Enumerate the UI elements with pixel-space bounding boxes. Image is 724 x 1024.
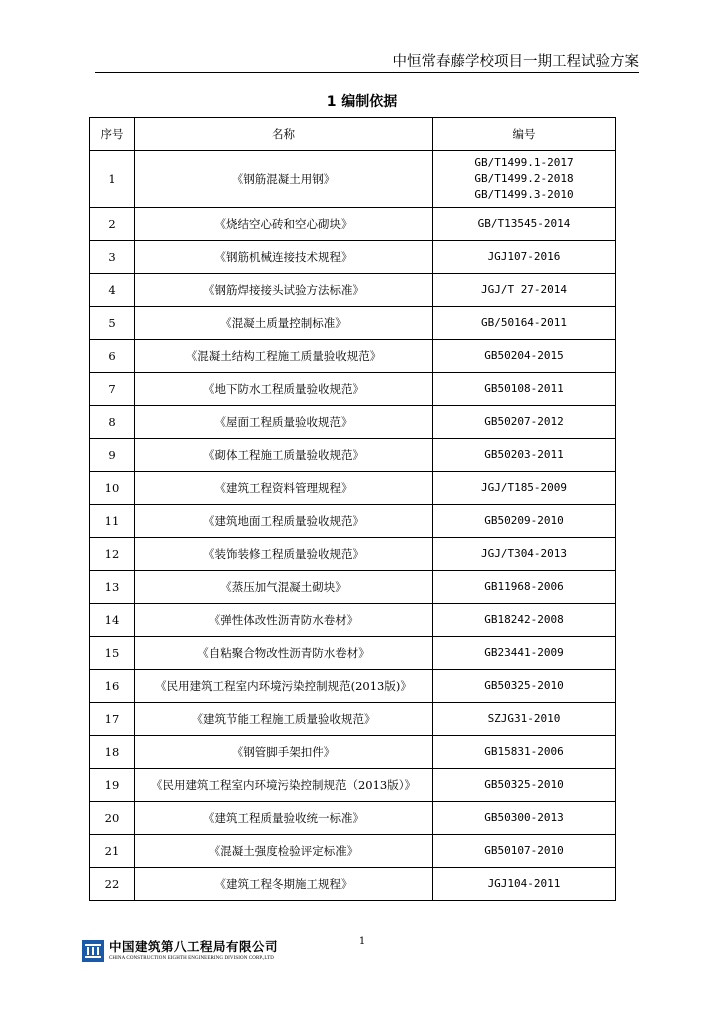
standard-code: JGJ/T304-2013 [480,547,568,560]
table-row [90,151,616,208]
standard-code: GB/T1499.2-2018 [474,172,574,185]
page-number: 1 [358,936,366,947]
row-number: 18 [90,736,135,769]
table-row [90,241,616,274]
standard-code-cell [433,670,616,703]
row-number: 5 [90,307,135,340]
table-row [90,571,616,604]
standard-name: 《钢筋混凝土用钢》 [135,151,433,208]
standard-code-cell [433,307,616,340]
standard-name: 《钢管脚手架扣件》 [135,736,433,769]
page-header-title: 中恒常春藤学校项目一期工程试验方案 [392,54,639,70]
standard-code: GB/50164-2011 [480,316,568,329]
standard-name: 《混凝土结构工程施工质量验收规范》 [135,340,433,373]
standard-code: JGJ/T185-2009 [480,481,568,494]
standard-name: 《民用建筑工程室内环境污染控制规范（2013版）》 [135,769,433,802]
column-header-no: 序号 [90,118,135,151]
standard-name: 《砌体工程施工质量验收规范》 [135,439,433,472]
standard-name: 《装饰装修工程质量验收规范》 [135,538,433,571]
standard-code: GB15831-2006 [484,745,564,758]
standard-code-cell [433,835,616,868]
standard-name: 《弹性体改性沥青防水卷材》 [135,604,433,637]
standard-code-cell [433,769,616,802]
table-row [90,505,616,538]
row-number: 16 [90,670,135,703]
table-row [90,538,616,571]
standard-name: 《屋面工程质量验收规范》 [135,406,433,439]
table-row [90,835,616,868]
standard-name: 《建筑工程质量验收统一标准》 [135,802,433,835]
standard-code: GB50107-2010 [484,844,564,857]
standard-code: JGJ/T 27-2014 [480,283,568,296]
row-number: 11 [90,505,135,538]
company-name: 中国建筑第八工程局有限公司 [109,939,279,954]
row-number: 4 [90,274,135,307]
standard-code: JGJ107-2016 [487,250,561,263]
table-row [90,670,616,703]
standard-code: GB50209-2010 [484,514,564,527]
table-row [90,769,616,802]
standard-code-cell [433,340,616,373]
standard-code-cell [433,505,616,538]
standards-table [89,117,616,901]
table-row [90,868,616,901]
standard-code-cell [433,151,616,208]
table-row [90,307,616,340]
row-number: 1 [90,151,135,208]
table-row [90,340,616,373]
standard-code-cell [433,373,616,406]
header-rule [95,72,639,73]
row-number: 8 [90,406,135,439]
standard-code: GB50325-2010 [484,778,564,791]
standard-code-cell [433,868,616,901]
standard-code-cell [433,538,616,571]
standard-code: GB50203-2011 [484,448,564,461]
standard-code: GB50207-2012 [484,415,564,428]
standard-code: GB50325-2010 [484,679,564,692]
row-number: 20 [90,802,135,835]
standard-code-cell [433,736,616,769]
table-row [90,373,616,406]
standard-name: 《民用建筑工程室内环境污染控制规范(2013版)》 [135,670,433,703]
table-row [90,736,616,769]
standard-code-cell [433,472,616,505]
standard-name: 《钢筋机械连接技术规程》 [135,241,433,274]
section-title: 1 编制依据 [326,94,398,110]
standard-code-cell [433,208,616,241]
row-number: 9 [90,439,135,472]
company-logo [82,940,292,966]
table-row [90,637,616,670]
row-number: 7 [90,373,135,406]
standard-code: GB11968-2006 [484,580,564,593]
row-number: 10 [90,472,135,505]
standard-code: GB/T13545-2014 [477,217,571,230]
standard-code-cell [433,241,616,274]
standard-name: 《建筑节能工程施工质量验收规范》 [135,703,433,736]
table-row [90,802,616,835]
row-number: 6 [90,340,135,373]
standard-code: GB50300-2013 [484,811,564,824]
row-number: 19 [90,769,135,802]
standard-code-cell [433,604,616,637]
row-number: 21 [90,835,135,868]
table-row [90,439,616,472]
table-header-row [90,118,616,151]
row-number: 2 [90,208,135,241]
cscec-logo-icon [82,940,104,962]
table-row [90,604,616,637]
table-row [90,208,616,241]
standard-name: 《地下防水工程质量验收规范》 [135,373,433,406]
standard-name: 《建筑工程资料管理规程》 [135,472,433,505]
standard-code-cell [433,406,616,439]
standard-code-cell [433,439,616,472]
standard-code: GB50204-2015 [484,349,564,362]
row-number: 12 [90,538,135,571]
standard-code-cell [433,274,616,307]
standard-name: 《建筑地面工程质量验收规范》 [135,505,433,538]
table-body [90,151,616,901]
column-header-name: 名称 [135,118,433,151]
row-number: 22 [90,868,135,901]
standard-code: GB23441-2009 [484,646,564,659]
standard-name: 《混凝土强度检验评定标准》 [135,835,433,868]
row-number: 3 [90,241,135,274]
table-row [90,703,616,736]
company-name-en: CHINA CONSTRUCTION EIGHTH ENGINEERING DIVISION CORP.,LTD [109,956,274,961]
table-row [90,472,616,505]
row-number: 13 [90,571,135,604]
row-number: 14 [90,604,135,637]
standard-name: 《自粘聚合物改性沥青防水卷材》 [135,637,433,670]
standard-code-cell [433,637,616,670]
standard-code: GB/T1499.3-2010 [474,188,574,201]
row-number: 15 [90,637,135,670]
column-header-code: 编号 [433,118,616,151]
standard-code: GB/T1499.1-2017 [474,156,574,169]
standard-code-cell [433,703,616,736]
standard-name: 《建筑工程冬期施工规程》 [135,868,433,901]
standard-code: SZJG31-2010 [487,712,561,725]
standard-code-cell [433,571,616,604]
standard-name: 《钢筋焊接接头试验方法标准》 [135,274,433,307]
standard-name: 《烧结空心砖和空心砌块》 [135,208,433,241]
standard-name: 《混凝土质量控制标准》 [135,307,433,340]
table-row [90,406,616,439]
standard-code-cell [433,802,616,835]
table-row [90,274,616,307]
standard-code: GB18242-2008 [484,613,564,626]
row-number: 17 [90,703,135,736]
standard-name: 《蒸压加气混凝土砌块》 [135,571,433,604]
standard-code: JGJ104-2011 [487,877,561,890]
standard-code: GB50108-2011 [484,382,564,395]
